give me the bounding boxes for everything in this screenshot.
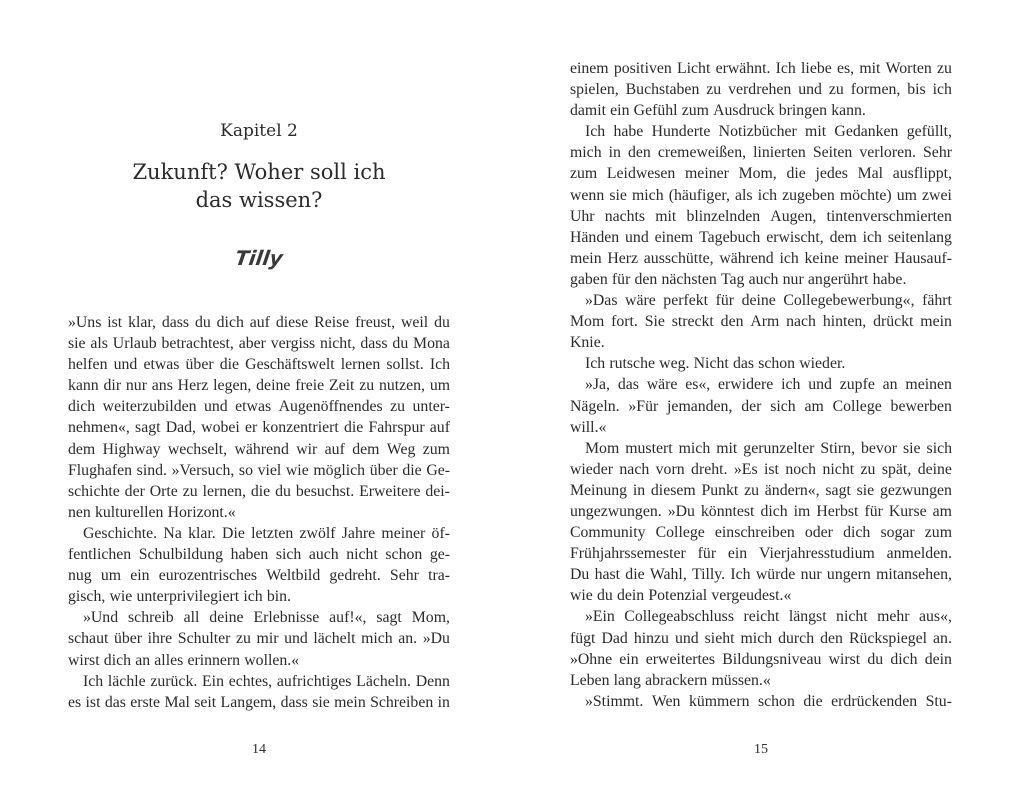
text-line: Meinung in diesem Punkt zu ändern«, sagt sie gezwungen — [570, 481, 952, 499]
text-line: Du hast die Wahl, Tilly. Ich würde nur ungern mitansehen, — [570, 566, 952, 584]
text-line: Community College einschreiben oder dich sogar zum — [570, 524, 952, 542]
text-line: Nägeln. »Für jemanden, der sich am College bewerben — [570, 397, 952, 415]
text-line: »Stimmt. Wen kümmern schon die erdrückenden Stu- — [585, 692, 952, 710]
text-line: dem Highway wechselt, während wir auf dem Weg zum — [68, 440, 450, 458]
page-number-left: 14 — [252, 742, 266, 757]
chapter-title — [68, 158, 450, 214]
text-line: schaut über ihre Schulter zu mir und lächelt mich an. »Du — [68, 630, 450, 648]
text-line: Frühjahrssemester für ein Vierjahresstudium anmelden. — [570, 545, 952, 563]
text-line: Flughafen sind. »Versuch, so viel wie möglich über die Ge- — [68, 461, 450, 479]
text-line: einem positiven Licht erwähnt. Ich liebe es, mit Worten zu — [570, 60, 952, 77]
pov-character-name: Tilly — [233, 246, 285, 270]
text-line: Händen und einem Tagebuch erwischt, dem ich seitenlang — [570, 228, 952, 246]
text-line: Knie. — [570, 334, 605, 352]
text-line: spielen, Buchstaben zu verdrehen und zu formen, bis ich — [570, 81, 952, 99]
text-line: es ist das erste Mal seit Langem, dass sie mein Schreiben in — [68, 693, 450, 711]
text-line: Ich rutsche weg. Nicht das schon wieder. — [585, 355, 846, 373]
right-page — [510, 0, 1020, 812]
text-line: wenn sie mich (häufiger, als ich zugeben möchte) um zwei — [570, 186, 952, 204]
text-line: sie als Urlaub betrachtest, aber vergiss nicht, dass du Mona — [68, 335, 450, 353]
text-line: helfen und etwas über die Geschäftswelt lernen sollst. Ich — [68, 356, 450, 374]
text-line: schichte der Orte zu lernen, die du besuchst. Erweitere dei- — [68, 482, 450, 500]
text-line: fentlichen Schulbildung haben sich auch nicht schon ge- — [68, 546, 450, 564]
text-line: dich weiterzubilden und etwas Augenöffnendes zu unter- — [68, 398, 450, 416]
right-page-body-text — [570, 58, 952, 712]
text-line: nen kulturellen Horizont.« — [68, 503, 236, 521]
text-line: Uhr nachts mit blinzelnden Augen, tintenverschmierten — [570, 207, 952, 225]
chapter-title-line: Zukunft? Woher soll ich — [132, 160, 386, 184]
text-line: wie du dein Potenzial vergeudest.« — [570, 587, 792, 605]
text-line: Geschichte. Na klar. Die letzten zwölf Jahre meiner öf- — [83, 524, 450, 542]
text-line: fügt Dad hinzu und sieht mich durch den Rückspiegel an. — [570, 629, 952, 647]
chapter-title-line: das wissen? — [195, 188, 323, 212]
text-line: Mom fort. Sie streckt den Arm nach hinten, drückt mein — [570, 313, 952, 331]
chapter-number: Kapitel 2 — [220, 121, 298, 141]
text-line: wirst dich an alles erinnern wollen.« — [68, 651, 300, 669]
text-line: »Ein Collegeabschluss reicht längst nicht mehr aus«, — [585, 608, 952, 626]
text-line: ungezwungen. »Du könntest dich im Herbst für Kurse am — [570, 502, 952, 520]
left-page-body-text — [68, 312, 450, 713]
text-line: kann dir nur ans Herz legen, deine freie Zeit zu nutzen, um — [68, 377, 450, 395]
text-line: »Und schreib all deine Erlebnisse auf!«, sagt Mom, — [83, 609, 450, 627]
text-line: »Das wäre perfekt für deine Collegebewerbung«, fährt — [585, 292, 952, 310]
text-line: will.« — [570, 418, 607, 436]
text-line: mein Herz ausschütte, während ich keine meiner Hausauf- — [570, 249, 952, 267]
text-line: Leben lang abrackern müssen.« — [570, 671, 771, 689]
page-number-right: 15 — [754, 742, 768, 757]
text-line: gaben für den nächsten Tag auch nur angerührt habe. — [570, 270, 907, 288]
text-line: gisch, wie unterprivilegiert ich bin. — [68, 588, 291, 606]
text-line: Ich habe Hunderte Notizbücher mit Gedanken gefüllt, — [585, 123, 952, 141]
text-line: nug um ein eurozentrisches Weltbild gedreht. Sehr tra- — [68, 567, 450, 585]
text-line: damit ein Gefühl zum Ausdruck bringen kann. — [570, 102, 866, 120]
text-line: Mom mustert mich mit gerunzelter Stirn, bevor sie sich — [585, 439, 952, 457]
text-line: zum Leidwesen meiner Mom, die jedes Mal ausflippt, — [570, 165, 952, 183]
text-line: nehmen«, sagt Dad, wobei er konzentriert die Fahrspur auf — [68, 419, 450, 437]
text-line: »Ja, das wäre es«, erwidere ich und zupfe an meinen — [585, 376, 952, 394]
text-line: wieder nach vorn dreht. »Es ist noch nicht zu spät, deine — [570, 460, 952, 478]
text-line: mich in den cremeweißen, linierten Seiten verloren. Sehr — [570, 144, 952, 162]
text-line: Ich lächle zurück. Ein echtes, aufrichtiges Lächeln. Denn — [83, 672, 450, 690]
text-line: »Uns ist klar, dass du dich auf diese Reise freust, weil du — [68, 314, 450, 331]
text-line: »Ohne ein erweitertes Bildungsniveau wirst du dich dein — [570, 650, 952, 668]
